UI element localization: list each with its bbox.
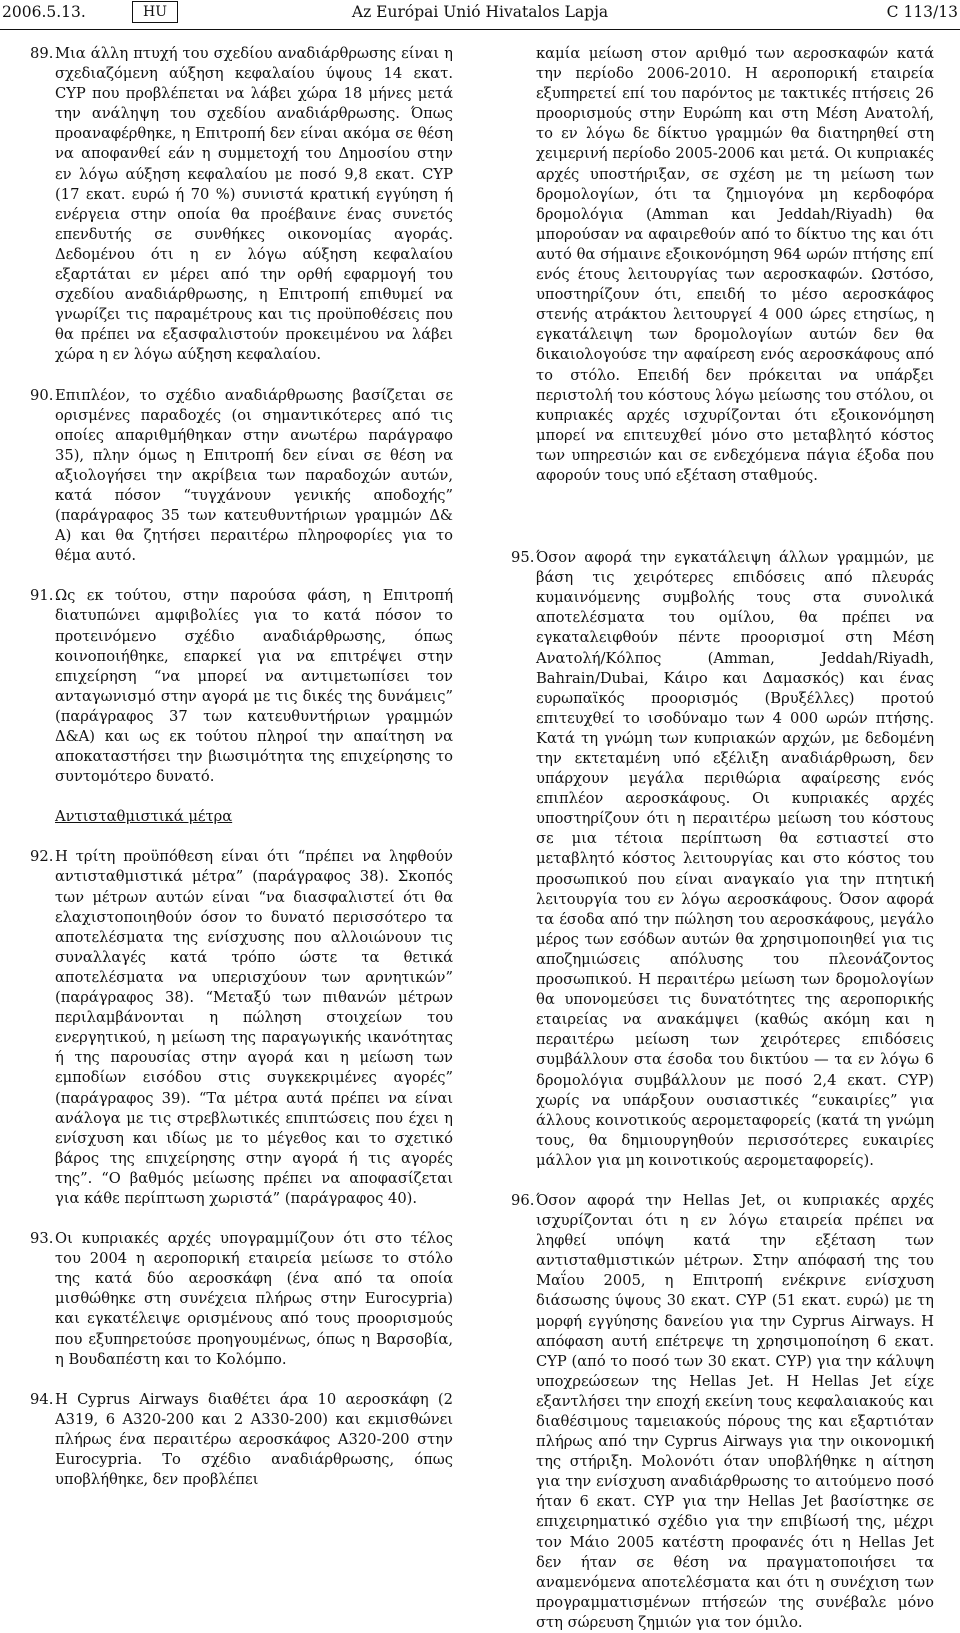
paragraph-94-continued	[511, 44, 934, 486]
paragraph-number: 96.	[511, 1191, 535, 1209]
paragraph-number: 90.	[30, 386, 54, 404]
paragraph-text: Όσον αφορά την Hellas Jet, οι κυπριακές αρχές ισχυρίζονται ότι η εν λόγω εταιρεία πρέπει να ληφθεί υπόψη κατά την εξέταση των αντισταθμιστικών μέτρων. Στην απόφασή της του Μαΐου 2005, η Επιτροπή ενέκρινε ενίσχυση διάσωσης ύψους 30 εκατ. CYP (51 εκατ. ευρώ) με τη μορφή εγγύησης δανείου για την Cyprus Airways. Η απόφαση αυτή επέτρεψε τη χρησιμοποίηση 6 εκατ. CYP (από το ποσό των 30 εκατ. CYP) για την κάλυψη υποχρεώσεων της Hellas Jet. Η Hellas Jet είχε εξαντλήσει την εποχή εκείνη τους κεφαλαιακούς και διαθέσιμους ταμειακούς πόρους της και εξαρτιόταν πλήρως από την Cyprus Airways για την οικονομική της στήριξη. Μολονότι όταν υποβλήθηκε η αίτηση για την ενίσχυση αναδιάρθρωσης το αιτούμενο ποσό ήταν 6 εκατ. CYP για την Hellas Jet βασίστηκε σε επιχειρηματικό σχέδιο για την επιβίωσή της, μέχρι τον Μάιο 2005 κατέστη προφανές ότι η Hellas Jet δεν ήταν σε θέση να πραγματοποιήσει τα αναμενόμενα αποτελέσματα και ότι η συνέχιση των προγραμματισμένων πτήσεών της συνέβαλε μόνο στη σώρευση ζημιών για τον όμιλο.	[536, 1191, 934, 1631]
paragraph-number: 92.	[30, 848, 54, 866]
paragraph-text: Η τρίτη προϋπόθεση είναι ότι “πρέπει να ληφθούν αντισταθμιστικά μέτρα” (παράγραφος 38). Σκοπός των μέτρων αυτών είναι “να διασφαλιστεί ότι θα ελαχιστοποιηθούν όσον το δυνατό περισσότερο τα αποτελέσματα της ενίσχυσης που αλλοιώνουν τις συναλλαγές κατά τρόπο ώστε τα θετικά αποτελέσματα να υπερισχύουν των αρνητικών” (παράγραφος 38). “Μεταξύ των πιθανών μέτρων περιλαμβάνονται η πώληση στοιχείων του ενεργητικού, η μείωση της παραγωγικής ικανότητας ή της παρουσίας στην αγορά και η μείωση των εμποδίων εισόδου στις συγκεκριμένες αγορές” (παράγραφος 39). “Τα μέτρα αυτά πρέπει να είναι ανάλογα με τις στρεβλωτικές επιπτώσεις που έχει η ενίσχυση και ιδίως με το μέγεθος και το σχετικό βάρος της επιχείρησης στην αγορά ή τις αγορές της”. “Ο βαθμός μείωσης πρέπει να αποφασίζεται για κάθε περίπτωση χωριστά” (παράγραφος 40).	[55, 848, 453, 1207]
paragraph-text: Επιπλέον, το σχέδιο αναδιάρθρωσης βασίζεται σε ορισμένες παραδοχές (οι σημαντικότερες από τις οποίες απαριθμήθηκαν στην ανωτέρω παράγραφο 35), πλην όμως η Επιτροπή δεν είναι σε θέση να αξιολογήσει την ακρίβεια των παραδοχών αυτών, κατά πόσον “τυγχάνουν γενικής αποδοχής” (παράγραφος 35 των κατευθυντήριων γραμμών Δ& Α) και θα ζητήσει περαιτέρω πληροφορίες για το θέμα αυτό.	[55, 386, 453, 565]
paragraph-93	[30, 1229, 453, 1370]
paragraph-number: 91.	[30, 587, 54, 605]
paragraph-text: Όσον αφορά την εγκατάλειψη άλλων γραμμών, με βάση τις χειρότερες επιδόσεις από πλευράς κυμαινόμενης συμβολής τους στα συνολικά αποτελέσματα του ομίλου, θα πρέπει να εγκαταλειφθούν πέντε προορισμοί στη Μέση Ανατολή/Κόλπος (Amman, Jeddah/Riyadh, Bahrain/Dubai, Κάιρο και Δαμασκός) και ένας ευρωπαϊκός προορισμός (Βρυξέλλες) προτού επιτευχθεί το ισοδύναμο των 4 000 ωρών πτήσης. Κατά τη γνώμη των κυπριακών αρχών, με δεδομένη την εκτεταμένη υπό εξέλιξη αναδιάρθρωση, δεν υπάρχουν μεγάλα περιθώρια αφαίρεσης ενός επιπλέον αεροσκάφους. Οι κυπριακές αρχές υποστηρίζουν ότι η περαιτέρω μείωση του κόστους σε μια τέτοια περίπτωση θα εστιαστεί στο μεταβλητό κόστος λειτουργίας και στο κόστος του προσωπικού που είναι αναγκαίο για την πτητική λειτουργία του εν λόγω αεροσκάφους. Όσον αφορά τα έσοδα από την πώληση του αεροσκάφους, μεγάλο μέρος των εσόδων αυτών θα χρησιμοποιηθεί για τις αποζημιώσεις απόλυσης του πλεονάζοντος προσωπικού. Η περαιτέρω μείωση των δρομολογίων θα υπονομεύσει τις δυνατότητες της αεροπορικής εταιρείας να ανακάμψει (καθώς ακόμη και η περαιτέρω μείωση των χειρότερες επιδόσεις συμβάλλουν στα έσοδα του δικτύου — τα εν λόγω 6 δρομολόγια συμβάλλουν με ποσό 2,4 εκατ. CYP) χωρίς να υπάρξουν ουσιαστικές “ευκαιρίες” για άλλους κοινοτικούς αερομεταφορείς (κατά τη γνώμη τους, θα δημιουργηθούν περισσότερες ευκαιρίες μάλλον για μη κοινοτικούς αερομεταφορείς).	[536, 549, 934, 1169]
paragraph-number: 89.	[30, 45, 54, 62]
paragraph-91	[30, 586, 453, 787]
paragraph-96	[511, 1191, 934, 1633]
journal-title: Az Európai Unió Hivatalos Lapja	[351, 3, 609, 21]
publication-date: 2006.5.13.	[2, 3, 86, 21]
section-heading-text: Αντισταθμιστικά μέτρα	[55, 808, 233, 826]
paragraph-90	[30, 386, 453, 567]
header-rule	[0, 29, 960, 30]
language-code-box: HU	[132, 1, 178, 23]
paragraph-number: 93.	[30, 1230, 54, 1248]
paragraph-number: 95.	[511, 549, 535, 567]
paragraph-text: καμία μείωση στον αριθμό των αεροσκαφών κατά την περίοδο 2006-2010. Η αεροπορική εταιρεία εξυπηρετεί επί του παρόντος με τακτικές πτήσεις 26 προορισμούς στην Ευρώπη και στη Μέση Ανατολή, το εν λόγω δε δίκτυο γραμμών θα διατηρηθεί στη χειμερινή περίοδο 2005-2006 και μετά. Οι κυπριακές αρχές υποστήριξαν, σε σχέση με τη μείωση των δρομολογίων, ότι τα ζημιογόνα μη κερδοφόρα δρομολόγια (Amman και Jeddah/Riyadh) θα μπορούσαν να αφαιρεθούν από το δίκτυο της και ότι αυτό θα σήμαινε εξοικονόμηση 964 ωρών πτήσης επί ενός έτους λειτουργίας των αεροσκαφών. Ωστόσο, υποστηρίζουν ότι, επειδή το μέσο αεροσκάφος στενής ατράκτου λειτουργεί 4 000 ώρες ετησίως, η εγκατάλειψη των δρομολογίων αυτών δεν θα δικαιολογούσε την αφαίρεση ενός αεροσκάφους από το στόλο. Επειδή δεν πρόκειται να υπάρξει περιστολή του κόστους λόγω μείωσης του στόλου, οι κυπριακές αρχές ισχυρίζονται ότι εξοικονόμηση μπορεί να επιτευχθεί μόνο στο μεταβλητό κόστος των υπηρεσιών και σε ενδεχόμενα πάγια έξοδα που αφορούν τους υπό εξέταση σταθμούς.	[536, 45, 934, 484]
right-column	[511, 44, 934, 1633]
paragraph-number: 94.	[30, 1390, 54, 1408]
section-heading	[30, 807, 453, 827]
page-header	[0, 0, 960, 30]
paragraph-text: Η Cyprus Airways διαθέτει άρα 10 αεροσκάφη (2 A319, 6 A320-200 και 2 A330-200) και εκμισθώνει πλήρως ένα περαιτέρω αεροσκάφος A320-200 στην Eurocypria. Το σχέδιο αναδιάρθρωσης, όπως υποβλήθηκε, δεν προβλέπει	[55, 1390, 453, 1489]
paragraph-text: Ως εκ τούτου, στην παρούσα φάση, η Επιτροπή διατυπώνει αμφιβολίες για το κατά πόσον το προτεινόμενο σχέδιο αναδιάρθρωσης, όπως κοινοποιήθηκε, επαρκεί για να επιτρέψει στην επιχείρηση “να μπορεί να αντιμετωπίσει τον ανταγωνισμό στην αγορά με τις δικές της δυνάμεις” (παράγραφος 37 των κατευθυντήριων γραμμών Δ&Α) και ως εκ τούτου πληροί την απαίτηση να αποκαταστήσει την βιωσιμότητα της επιχείρησης το συντομότερο δυνατό.	[55, 587, 453, 786]
page-reference: C 113/13	[886, 3, 958, 21]
paragraph-89	[30, 44, 453, 366]
paragraph-text: Οι κυπριακές αρχές υπογραμμίζουν ότι στο τέλος του 2004 η αεροπορική εταιρεία μείωσε το στόλο της κατά δύο αεροσκάφη (ένα από τα οποία μισθώθηκε στη συνέχεια πλήρως στην Eurocypria) και εγκατέλειψε ορισμένους από τους προορισμούς που εξυπηρετούσε προηγουμένως, όπως η Βαρσοβία, η Βουδαπέστη και το Κολόμπο.	[55, 1230, 453, 1368]
paragraph-text: Μια άλλη πτυχή του σχεδίου αναδιάρθρωσης είναι η σχεδιαζόμενη αύξηση κεφαλαίου ύψους 14 εκατ. CYP που προβλέπεται να λάβει χώρα 18 μήνες μετά την ανάληψη του σχεδίου αναδιάρθρωσης. Όπως προαναφέρθηκε, η Επιτροπή δεν είναι ακόμα σε θέση να αποφανθεί εάν η συμμετοχή του Δημοσίου στην εν λόγω αύξηση κεφαλαίου με ποσό 9,8 εκατ. CYP (17 εκατ. ευρώ ή 70 %) συνιστά κρατική εγγύηση ή ενέργεια στην οποία θα προέβαινε ένας συνετός επενδυτής σε συνθήκες οικονομίας αγοράς. Δεδομένου ότι η εν λόγω αύξηση κεφαλαίου εξαρτάται εν μέρει από την ορθή εφαρμογή του σχεδίου αναδιάρθρωσης, η Επιτροπή επιθυμεί να γνωρίζει τις παραμέτρους και τις προϋποθέσεις που θα πρέπει να εξασφαλιστούν προκειμένου να λάβει χώρα η εν λόγω αύξηση κεφαλαίου.	[55, 45, 453, 364]
left-column	[30, 44, 453, 1490]
paragraph-92	[30, 847, 453, 1209]
paragraph-94	[30, 1390, 453, 1490]
paragraph-95	[511, 548, 934, 1171]
